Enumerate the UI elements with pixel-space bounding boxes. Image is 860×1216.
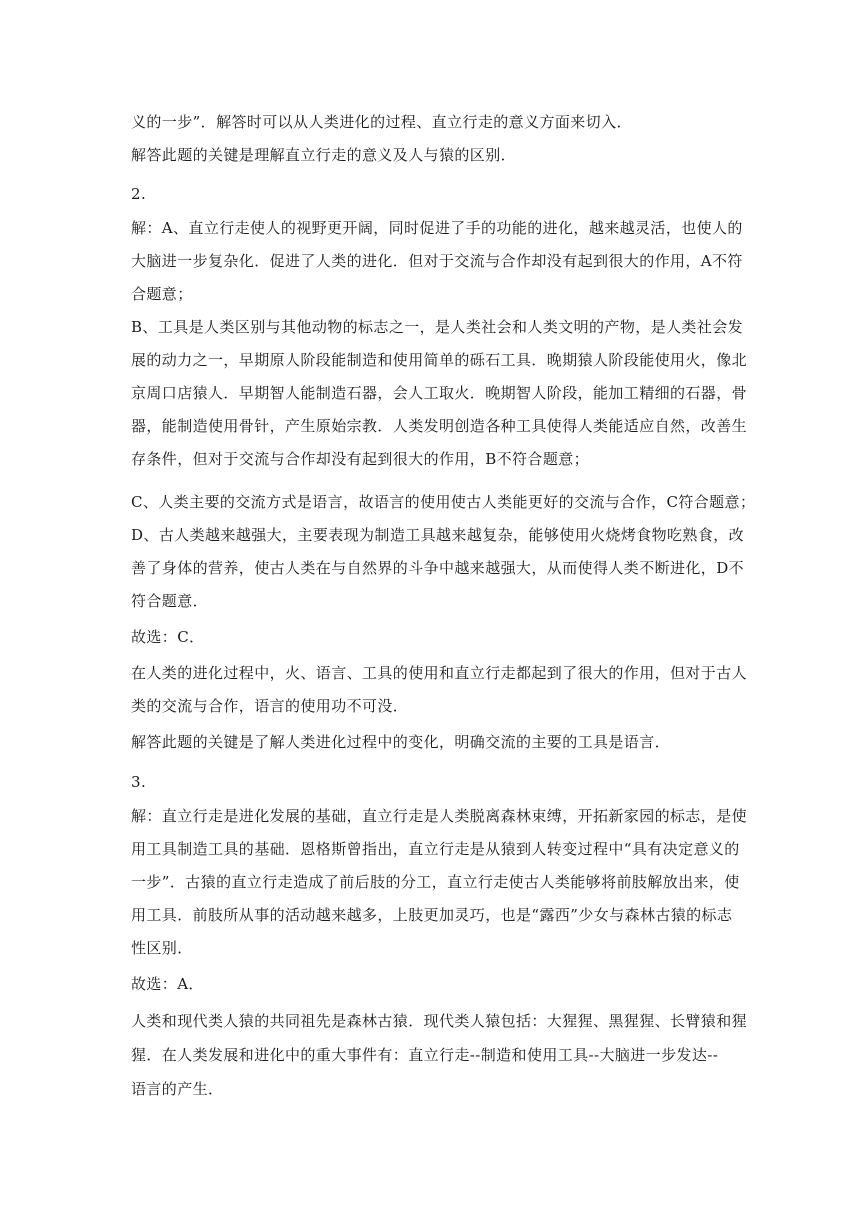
answer-choice: 故选：A． (131, 975, 204, 993)
paragraph-line: 义的一步”．解答时可以从人类进化的过程、直立行走的意义方面来切入． (131, 113, 632, 131)
paragraph-line: 解：直立行走是进化发展的基础，直立行走是人类脱离森林束缚，开拓新家园的标志，是使 (131, 807, 748, 825)
paragraph-line: 用工具制造工具的基础．恩格斯曾指出，直立行走是从猿到人转变过程中“具有决定意义的 (131, 840, 740, 858)
question-number: 3. (131, 773, 147, 791)
paragraph-line: 符合题意． (131, 592, 209, 610)
paragraph-line: 在人类的进化过程中，火、语言、工具的使用和直立行走都起到了很大的作用，但对于古人 (131, 664, 748, 682)
paragraph-line: 语言的产生． (131, 1080, 224, 1098)
paragraph-line: 解：A、直立行走使人的视野更开阔，同时促进了手的功能的进化，越来越灵活，也使人的 (131, 219, 743, 237)
paragraph-line: 一步”．古猿的直立行走造成了前后肢的分工，直立行走使古人类能够将前肢解放出来，使 (131, 873, 740, 891)
paragraph-line: 人类和现代类人猿的共同祖先是森林古猿．现代类人猿包括：大猩猩、黑猩猩、长臂猿和猩 (131, 1012, 748, 1030)
answer-choice: 故选：C． (131, 628, 205, 646)
paragraph-line: 类的交流与合作，语言的使用功不可没． (131, 697, 409, 715)
paragraph-line: D、古人类越来越强大，主要表现为制造工具越来越复杂，能够使用火烧烤食物吃熟食，改 (131, 526, 745, 544)
paragraph-line: 京周口店猿人．早期智人能制造石器，会人工取火．晚期智人阶段，能加工精细的石器，骨 (131, 384, 748, 402)
paragraph-line: C、人类主要的交流方式是语言，故语言的使用使古人类能更好的交流与合作，C符合题意； (131, 493, 756, 511)
paragraph-line: 存条件，但对于交流与合作却没有起到很大的作用，B不符合题意； (131, 450, 590, 468)
paragraph-line: 用工具．前肢所从事的活动越来越多，上肢更加灵巧，也是“露西”少女与森林古猿的标志 (131, 906, 733, 924)
paragraph-line: 大脑进一步复杂化．促进了人类的进化．但对于交流与合作却没有起到很大的作用，A不符 (131, 252, 743, 270)
paragraph-line: 性区别． (131, 939, 193, 957)
paragraph-line: B、工具是人类区别与其他动物的标志之一，是人类社会和人类文明的产物，是人类社会发 (131, 318, 744, 336)
paragraph-line: 善了身体的营养，使古人类在与自然界的斗争中越来越强大，从而使得人类不断进化，D不 (131, 559, 745, 577)
paragraph-line: 器，能制造使用骨针，产生原始宗教．人类发明创造各种工具使得人类能适应自然，改善生 (131, 417, 748, 435)
question-number: 2. (131, 185, 147, 203)
paragraph-line: 猩．在人类发展和进化中的重大事件有：直立行走--制造和使用工具--大脑进一步发达-- (131, 1046, 719, 1064)
paragraph-line: 展的动力之一，早期原人阶段能制造和使用简单的砾石工具．晚期猿人阶段能使用火，像北 (131, 351, 748, 369)
paragraph-line: 解答此题的关键是了解人类进化过程中的变化，明确交流的主要的工具是语言． (131, 733, 671, 751)
paragraph-line: 解答此题的关键是理解直立行走的意义及人与猿的区别． (131, 146, 517, 164)
paragraph-line: 合题意； (131, 285, 193, 303)
